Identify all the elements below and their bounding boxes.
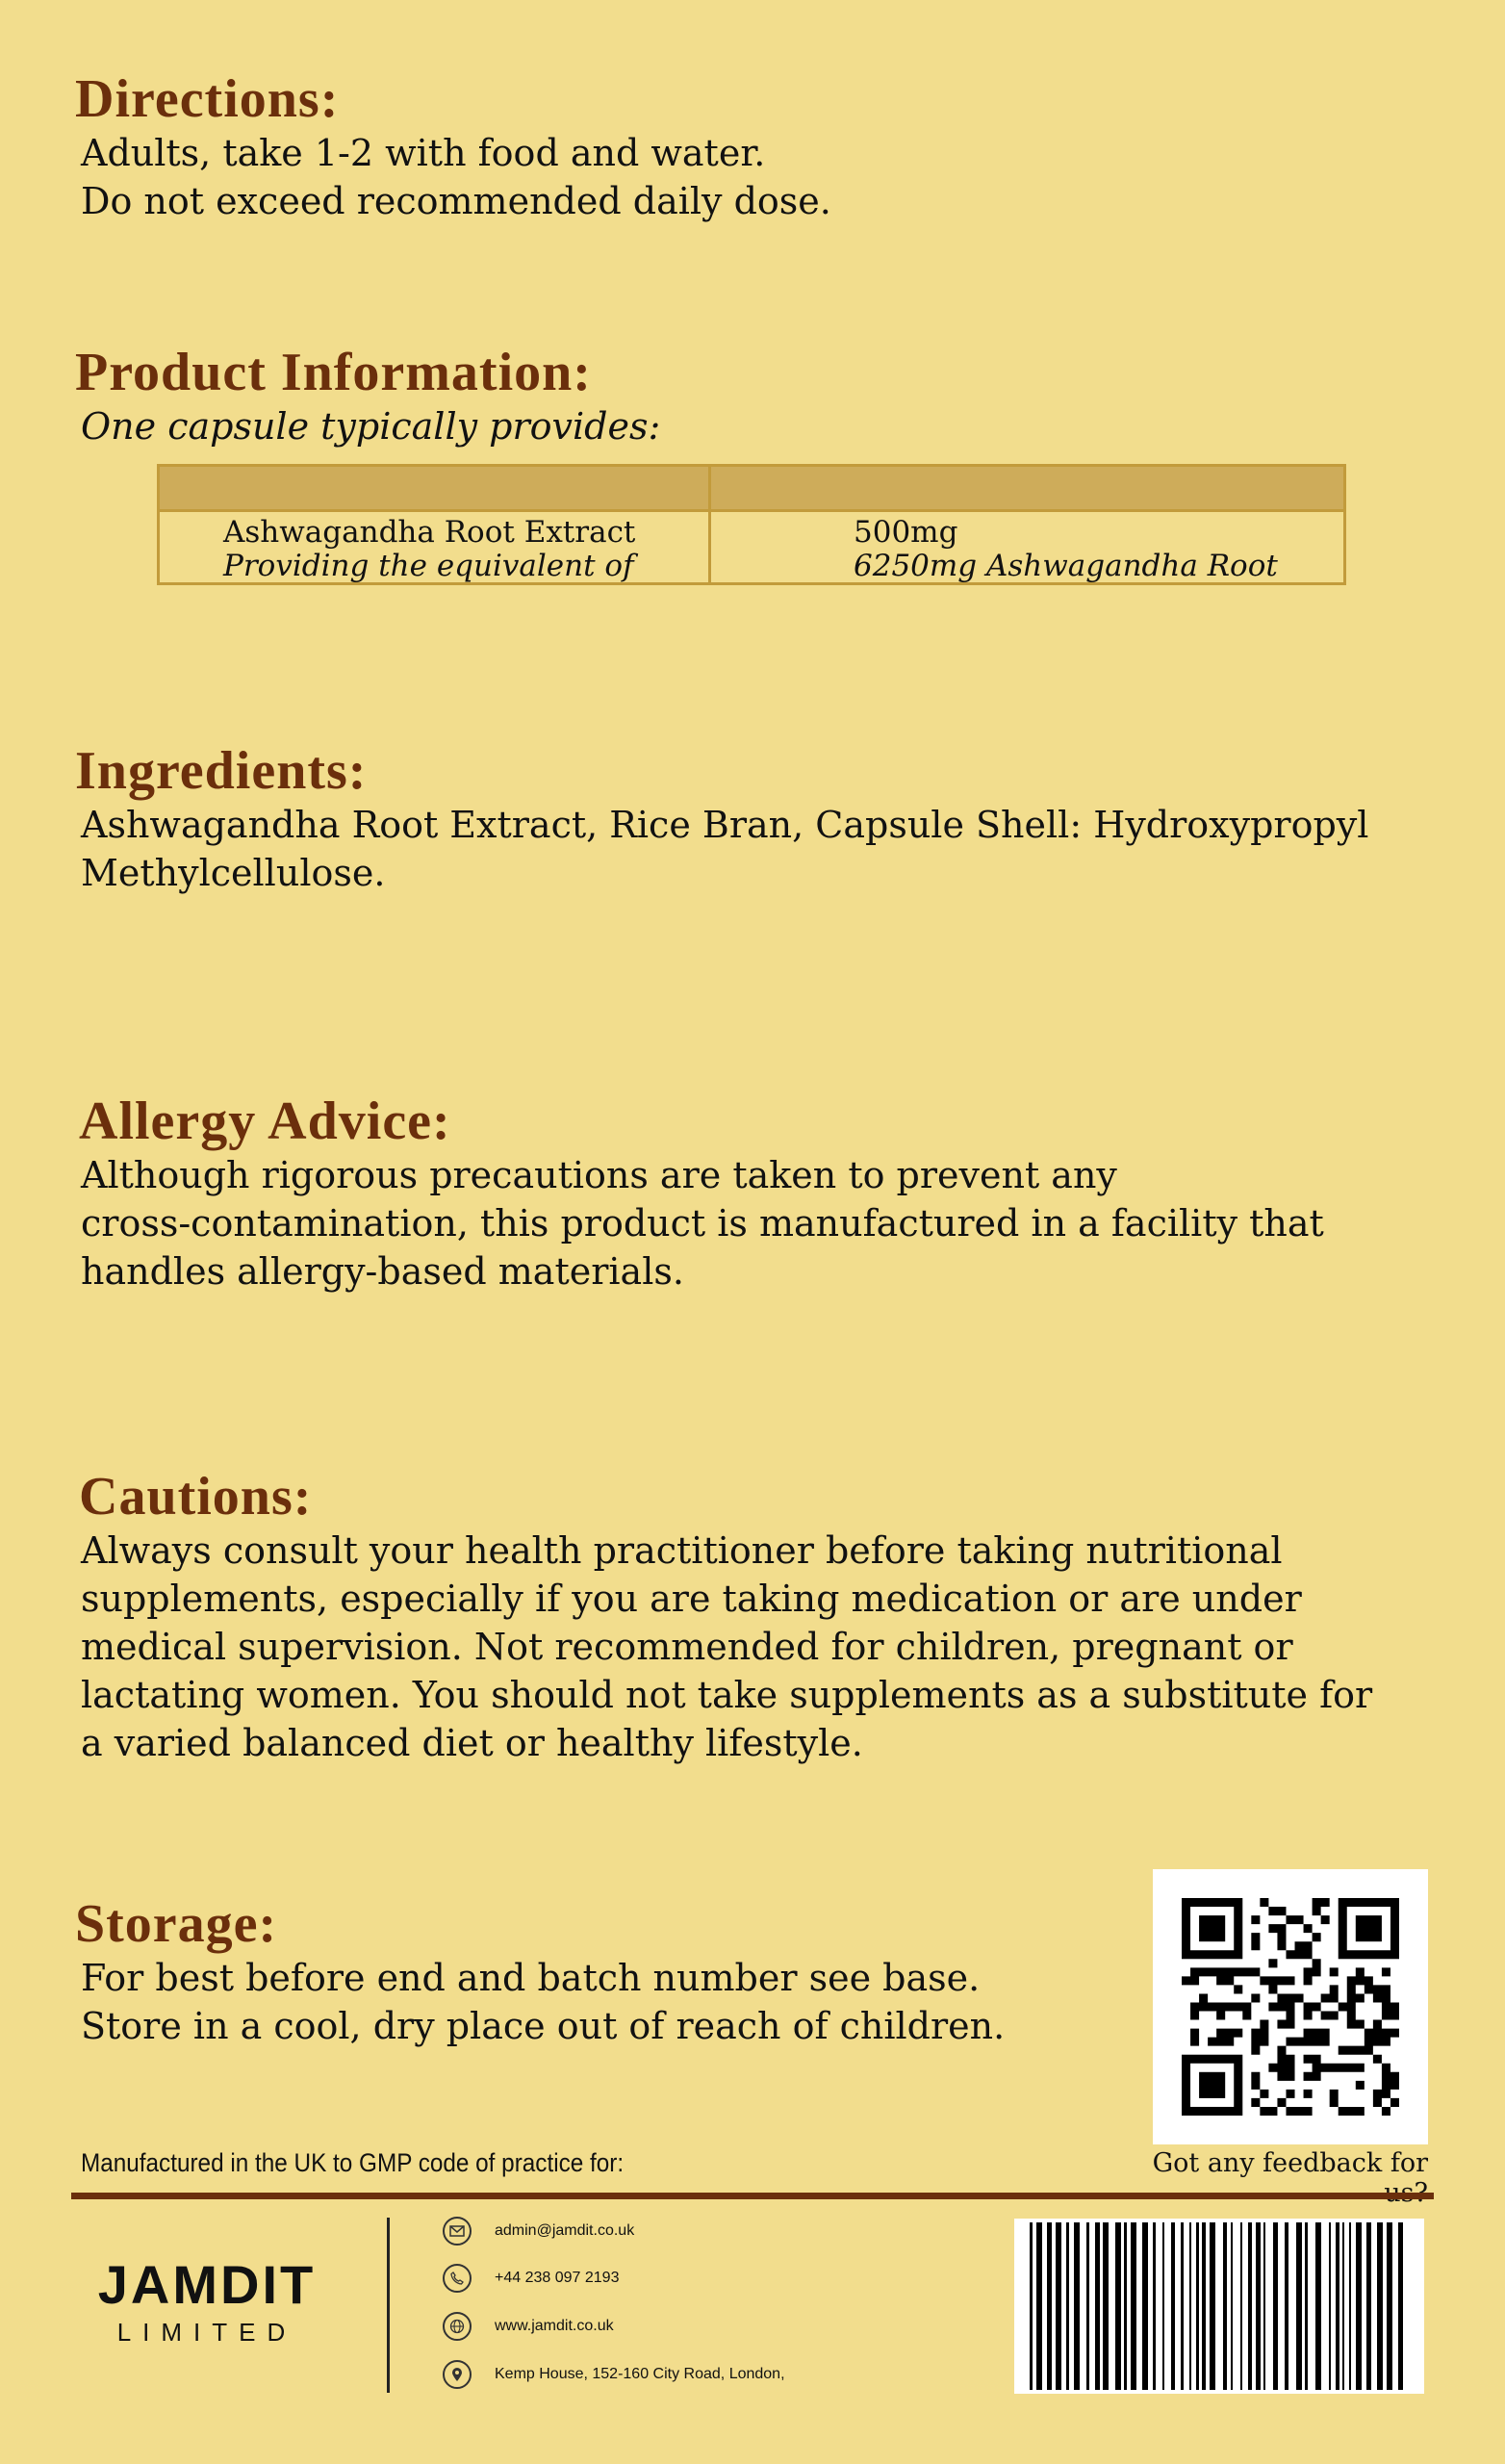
storage-text: For best before end and batch number see base. Store in a cool, dry place out of reach of children. <box>81 1957 1006 2047</box>
storage-section <box>75 1894 1101 2050</box>
qr-code-icon <box>1153 1869 1428 2144</box>
cautions-heading: Cautions: <box>79 1467 313 1527</box>
cautions-text: Always consult your health practitioner before taking nutritional supplements, especially if you are taking medication or are under medical supervision. Not recommended for children, pregnant or lactating women. You should not take supplements as a substitute for a varied balanced diet or healthy lifestyle. <box>81 1529 1373 1764</box>
address-text: Kemp House, 152-160 City Road, London, <box>495 2366 785 2382</box>
allergy-text: Although rigorous precautions are taken to prevent any cross-contamination, this product is manufactured in a facility that handles allergy-based materials. <box>81 1154 1324 1293</box>
allergy-heading: Allergy Advice: <box>79 1091 451 1151</box>
ingredients-section <box>75 741 1430 897</box>
table-header-cell <box>711 467 1343 512</box>
feedback-qr-code[interactable] <box>1153 1869 1428 2144</box>
contact-phone[interactable] <box>443 2261 619 2296</box>
ingredient-amount: 500mg <box>854 515 958 550</box>
brand-logo <box>67 2256 346 2348</box>
qr-caption: Got any feedback for <box>1152 2148 1428 2178</box>
product-info-heading: Product Information: <box>75 343 592 402</box>
barcode <box>1014 2219 1424 2394</box>
directions-heading: Directions: <box>75 69 340 129</box>
manufactured-statement: Manufactured in the UK to GMP code of practice for: <box>81 2148 625 2177</box>
ingredient-note: Providing the equivalent of <box>223 549 634 583</box>
table-cell-value <box>711 512 1343 583</box>
nutrition-table <box>157 464 1346 585</box>
ingredients-text: Ashwagandha Root Extract, Rice Bran, Capsule Shell: Hydroxypropyl Methylcellulose. <box>81 804 1369 894</box>
product-info-section <box>75 343 1430 450</box>
email-text: admin@jamdit.co.uk <box>495 2222 635 2239</box>
table-column-name <box>160 467 708 583</box>
contact-email[interactable] <box>443 2214 634 2248</box>
ingredient-name: Ashwagandha Root Extract <box>223 515 636 550</box>
ingredients-heading: Ingredients: <box>75 741 368 801</box>
ingredient-equivalent: 6250mg Ashwagandha Root <box>854 549 1278 583</box>
storage-heading: Storage: <box>75 1894 278 1954</box>
divider-rule <box>71 2193 1434 2199</box>
directions-text: Adults, take 1-2 with food and water. Do not exceed recommended daily dose. <box>81 132 831 222</box>
email-icon <box>443 2217 472 2246</box>
table-header-cell <box>160 467 708 512</box>
globe-icon <box>443 2312 472 2341</box>
contact-web[interactable] <box>443 2309 614 2344</box>
table-cell-name <box>160 512 708 583</box>
barcode-icon <box>1014 2219 1424 2394</box>
contact-address <box>443 2357 785 2392</box>
allergy-section <box>79 1091 1430 1296</box>
vertical-divider <box>387 2218 390 2393</box>
web-text: www.jamdit.co.uk <box>495 2318 614 2334</box>
table-column-value <box>708 467 1343 583</box>
phone-text: +44 238 097 2193 <box>495 2270 620 2286</box>
brand-sub: LIMITED <box>116 2318 297 2347</box>
cautions-section <box>79 1467 1430 1767</box>
phone-icon <box>443 2264 472 2293</box>
location-pin-icon <box>443 2360 472 2389</box>
product-info-subtitle: One capsule typically provides: <box>81 405 661 448</box>
directions-section <box>75 69 1430 225</box>
brand-name: JAMDIT <box>97 2254 317 2315</box>
